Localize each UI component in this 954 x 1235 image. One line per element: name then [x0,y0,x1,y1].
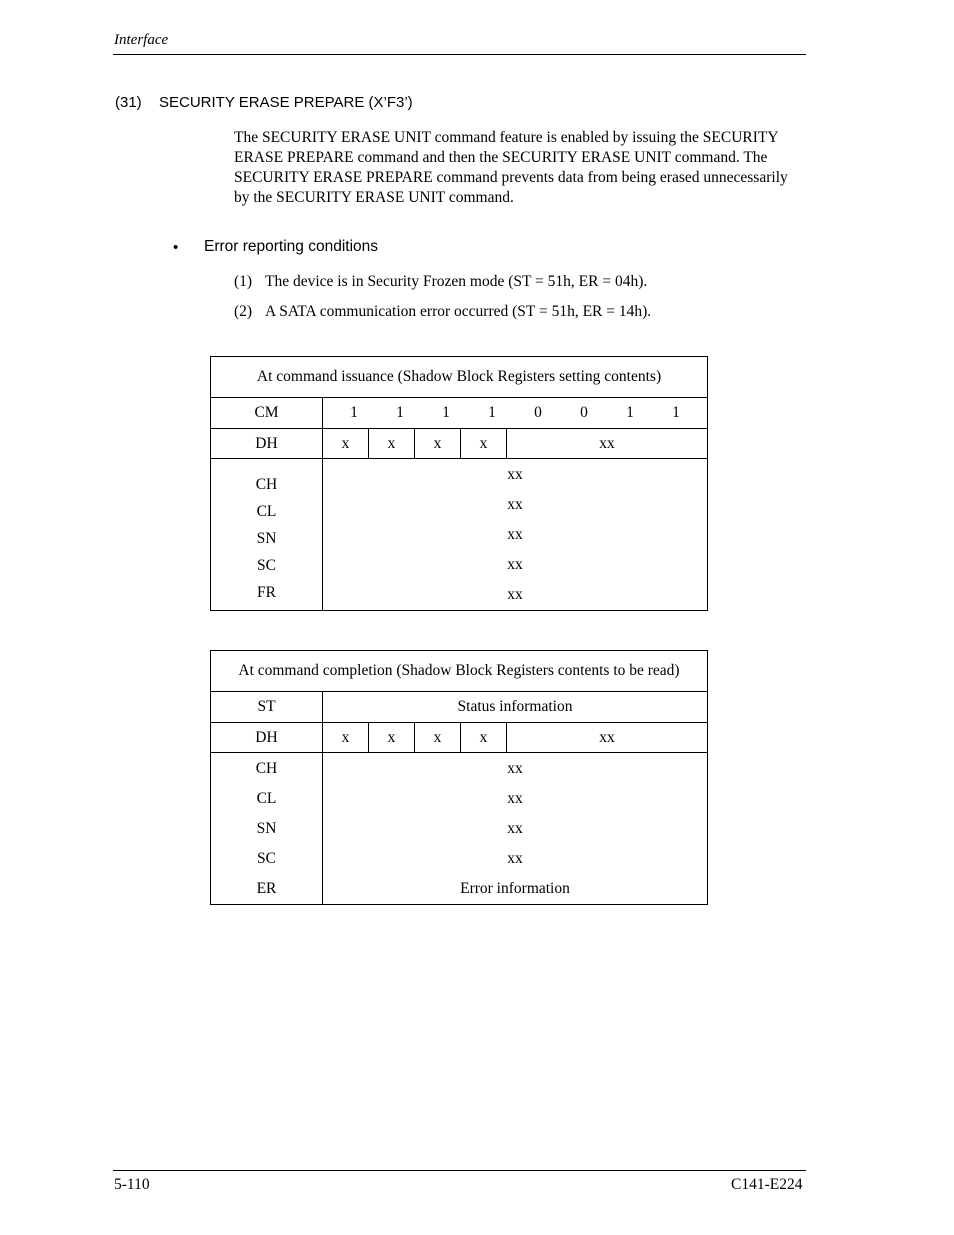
cm-bits [323,398,708,429]
register-values [323,459,708,611]
dh-rest: xx [507,723,708,753]
register-name: CH [255,760,278,777]
dh-bit: x [415,429,461,459]
dh-bit: x [323,723,369,753]
issuance-register-table [210,356,708,611]
condition-number: (1) [234,273,253,290]
document-id: C141-E224 [731,1176,803,1193]
register-name-dh: DH [211,723,323,753]
bullet-label: Error reporting conditions [204,238,379,255]
completion-table-caption: At command completion (Shadow Block Registers contents to be read) [211,651,708,692]
dh-bit: x [323,429,369,459]
register-value: xx [507,586,523,603]
bullet-symbol: • [173,239,179,256]
condition-text: The device is in Security Frozen mode (ST = 51h, ER = 04h). [265,273,648,290]
header-rule [113,54,806,55]
register-value: xx [507,790,523,807]
register-value: xx [507,760,523,777]
register-name: CL [256,503,277,520]
condition-item [234,273,647,291]
cm-bit: 1 [626,404,634,421]
register-name: CH [255,476,278,493]
cm-bit: 0 [580,404,588,421]
dh-bit: x [369,723,415,753]
register-value: xx [507,556,523,573]
dh-bit: x [461,429,507,459]
register-value: xx [507,466,523,483]
register-value: xx [507,850,523,867]
register-name: SN [256,820,277,837]
intro-paragraph: The SECURITY ERASE UNIT command feature is enabled by issuing the SECURITY ERASE PREPARE command and then the SECURITY ERASE UNIT command. The SECURITY ERASE PREPARE command prevents data from being erased unnecessarily by the SECURITY ERASE UNIT command. [234,129,788,206]
page-number: 5-110 [114,1176,150,1193]
cm-bit: 1 [488,404,496,421]
section-number: (31) [115,94,142,111]
register-name: CL [256,790,277,807]
cm-bit: 1 [350,404,358,421]
condition-item [234,303,651,321]
cm-bit: 1 [672,404,680,421]
register-values [323,753,708,905]
register-name-st: ST [211,692,323,723]
condition-number: (2) [234,303,253,320]
register-name: SN [256,530,277,547]
register-name: SC [257,850,276,867]
footer-rule [113,1170,806,1171]
cm-bit: 1 [396,404,404,421]
dh-rest: xx [507,429,708,459]
status-information: Status information [323,692,708,723]
register-value: xx [507,526,523,543]
register-names [211,459,323,611]
dh-bit: x [461,723,507,753]
register-name: SC [257,557,276,574]
register-name: ER [256,880,277,897]
register-value: xx [507,820,523,837]
condition-text: A SATA communication error occurred (ST = 51h, ER = 14h). [265,303,652,320]
register-names [211,753,323,905]
register-name-dh: DH [211,429,323,459]
register-name: FR [257,584,276,601]
completion-register-table [210,650,708,905]
register-value: xx [507,496,523,513]
running-header: Interface [114,32,169,48]
dh-bit: x [415,723,461,753]
cm-bit: 0 [534,404,542,421]
section-title: SECURITY ERASE PREPARE (X’F3’) [159,94,413,111]
error-information: Error information [460,880,570,897]
dh-bit: x [369,429,415,459]
cm-bit: 1 [442,404,450,421]
register-name-cm: CM [211,398,323,429]
issuance-table-caption: At command issuance (Shadow Block Registers setting contents) [211,357,708,398]
